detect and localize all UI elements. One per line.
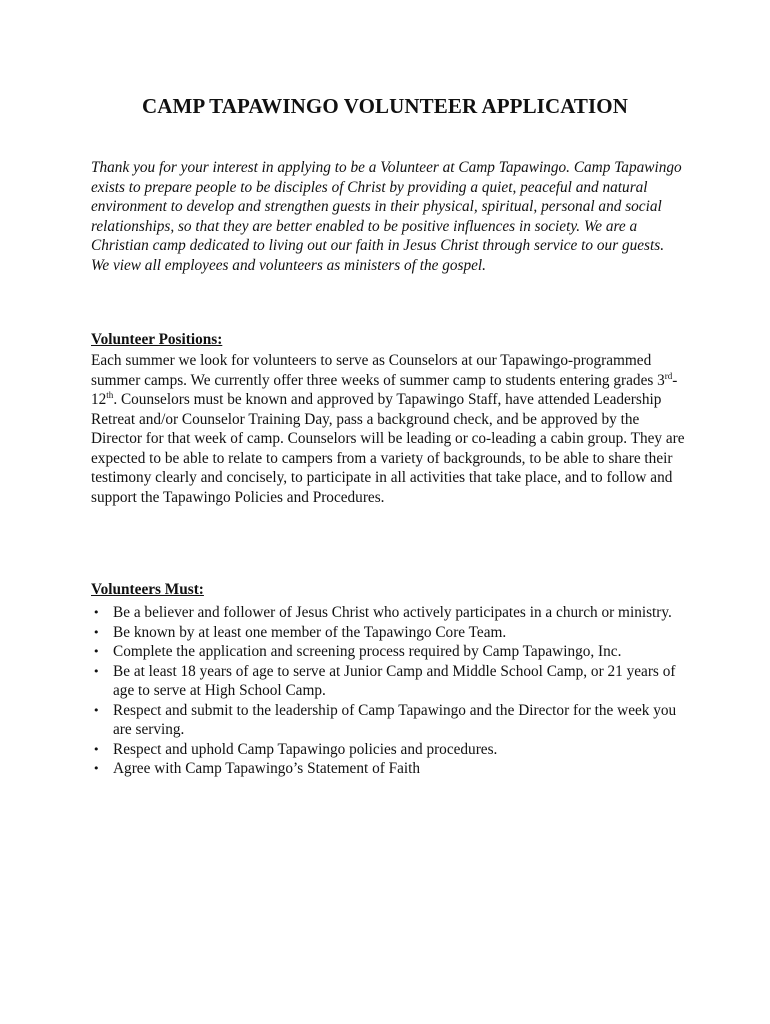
list-item <box>91 642 681 662</box>
volunteer-positions-heading: Volunteer Positions: <box>91 331 223 348</box>
volunteers-must-heading: Volunteers Must: <box>91 581 204 598</box>
list-item-text: Be known by at least one member of the Tapawingo Core Team. <box>113 623 507 641</box>
ordinal-suffix: rd <box>664 370 673 381</box>
list-item-text: Complete the application and screening process required by Camp Tapawingo, Inc. <box>113 643 622 660</box>
list-item <box>91 603 681 623</box>
positions-text-part: -12 <box>91 371 678 408</box>
list-item <box>91 623 681 643</box>
intro-paragraph: Thank you for your interest in applying to be a Volunteer at Camp Tapawingo. Camp Tapawingo exists to prepare people to be disciples of Christ by providing a quiet, peaceful and natural environment to develop and strengthen guests in their physical, spiritual, personal and social relationships, so that they are better enabled to be positive influences in society. We are a Christian camp dedicated to living out our faith in Jesus Christ through service to our guests. We view all employees and volunteers as ministers of the gospel. <box>91 159 682 274</box>
list-item-text: Be at least 18 years of age to serve at Junior Camp and Middle School Camp, or 21 years of age to serve at High School Camp. <box>113 662 676 699</box>
ordinal-suffix: th <box>106 389 114 400</box>
list-item <box>91 701 681 740</box>
list-item <box>91 759 681 779</box>
list-item-text: Respect and uphold Camp Tapawingo policies and procedures. <box>113 740 498 758</box>
document-title: CAMP TAPAWINGO VOLUNTEER APPLICATION <box>141 94 629 118</box>
positions-text-part: Each summer we look for volunteers to serve as Counselors at our Tapawingo-programmed summer camps. We currently offer three weeks of summer camp to students entering grades 3 <box>91 352 665 389</box>
bullet-icon: • <box>93 664 100 678</box>
bullet-icon: • <box>93 645 100 658</box>
bullet-icon: • <box>93 625 100 639</box>
list-item-text: Agree with Camp Tapawingo’s Statement of Faith <box>113 760 421 777</box>
list-item-text: Respect and submit to the leadership of Camp Tapawingo and the Director for the week you are serving. <box>113 701 677 738</box>
requirements-list <box>91 603 681 779</box>
list-item-text: Be a believer and follower of Jesus Christ who actively participates in a church or ministry. <box>113 604 672 621</box>
bullet-icon: • <box>93 606 100 619</box>
positions-text-part: . Counselors must be known and approved by Tapawingo Staff, have attended Leadership Retreat and/or Counselor Training Day, pass a background check, and be approved by the Director for that week of camp. Counselors will be leading or co-leading a cabin group. They are expected to be able to relate to campers from a variety of backgrounds, to be able to share their testimony clearly and concisely, to participate in all activities that take place, and to follow and support the Tapawingo Policies and Procedures. <box>91 391 685 506</box>
bullet-icon: • <box>93 703 100 717</box>
list-item <box>91 740 681 760</box>
volunteer-positions-paragraph <box>91 351 687 507</box>
bullet-icon: • <box>93 762 100 775</box>
list-item <box>91 662 681 701</box>
bullet-icon: • <box>93 742 100 756</box>
